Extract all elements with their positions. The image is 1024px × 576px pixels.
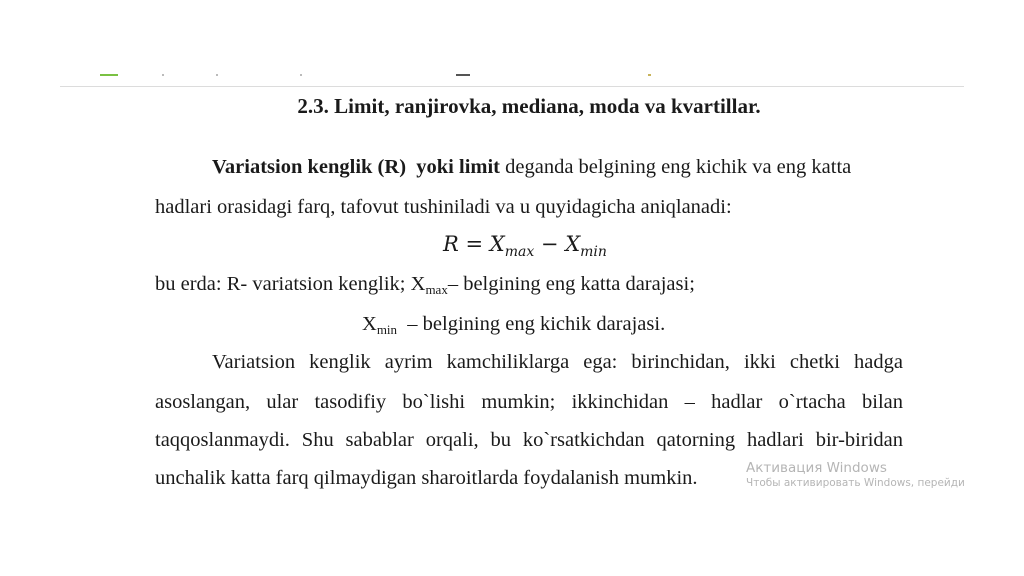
definition-text: bu erda: R- variatsion kenglik; X xyxy=(155,273,426,295)
definition-sub-max: max xyxy=(425,282,448,297)
fragment-mark xyxy=(648,74,651,76)
definition-line-1 xyxy=(155,272,695,302)
formula-minus: − X xyxy=(534,232,581,256)
fragment-mark xyxy=(456,74,470,76)
fragment-mark xyxy=(216,74,218,76)
paragraph-text: deganda belgining eng kichik va eng katta xyxy=(500,156,852,178)
paragraph-1-line-1 xyxy=(212,155,851,179)
windows-activation-watermark xyxy=(746,460,965,489)
paragraph-2-line-2: asoslangan, ular tasodifiy bo`lishi mumkin; ikkinchidan – hadlar o`rtacha bilan xyxy=(155,391,903,413)
fragment-mark xyxy=(100,74,118,76)
header-divider xyxy=(60,86,964,87)
definition-text: X xyxy=(362,313,377,335)
watermark-title: Активация Windows xyxy=(746,460,887,476)
definition-text: – belgining eng kichik darajasi. xyxy=(407,313,666,335)
watermark-subtitle: Чтобы активировать Windows, перейди xyxy=(746,477,965,489)
definition-sub-min: min xyxy=(376,322,398,337)
section-heading: 2.3. Limit, ranjirovka, mediana, moda va kvartillar. xyxy=(297,94,761,118)
definition-text: – belgining eng katta darajasi; xyxy=(447,273,695,295)
term-bold-limit: yoki limit xyxy=(416,156,500,178)
fragment-mark xyxy=(162,74,164,76)
range-formula xyxy=(443,232,607,260)
formula-sub-max: max xyxy=(504,244,535,261)
definition-line-2 xyxy=(362,312,665,342)
paragraph-2-line-3: taqqoslanmaydi. Shu sabablar orqali, bu ko`rsatkichdan qatorning hadlari bir-biridan xyxy=(155,429,903,451)
paragraph-1-line-2: hadlari orasidagi farq, tafovut tushiniladi va u quyidagicha aniqlanadi: xyxy=(155,196,732,218)
fragment-mark xyxy=(300,74,302,76)
formula-sub-min: min xyxy=(580,244,607,261)
paragraph-2-line-4: unchalik katta farq qilmaydigan sharoitlarda foydalanish mumkin. xyxy=(155,467,698,489)
term-bold: Variatsion kenglik (R) xyxy=(212,156,407,178)
formula-lhs: R = X xyxy=(443,232,505,256)
paragraph-2-line-1: Variatsion kenglik ayrim kamchiliklarga ega: birinchidan, ikki chetki hadga xyxy=(212,351,903,373)
